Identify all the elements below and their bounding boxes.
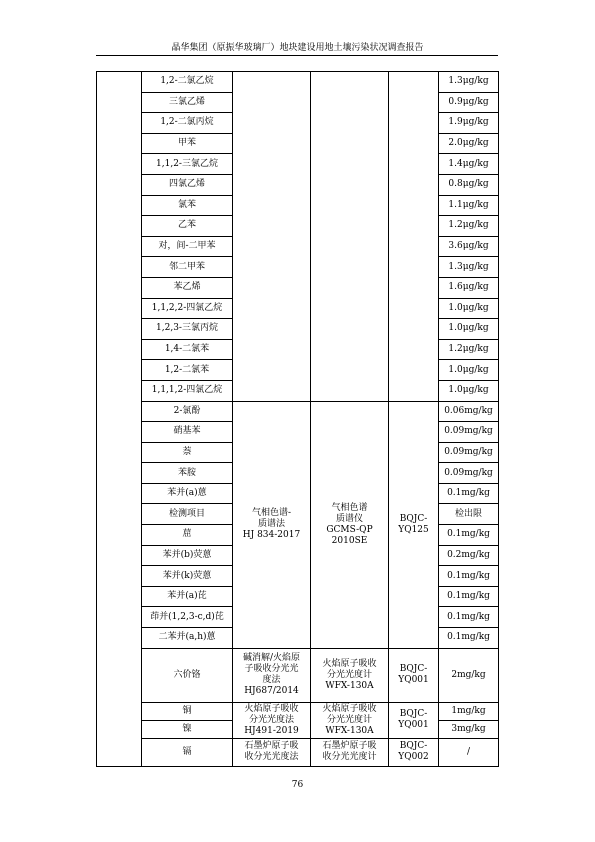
instrument-cell-line: 分光光度计: [326, 669, 372, 680]
instrument-id-cell: [389, 738, 439, 766]
instrument-cell: [311, 72, 389, 402]
analyte-name: 检测项目: [142, 504, 233, 525]
analyte-name: 邻二甲苯: [142, 257, 233, 278]
instrument-id-cell: [389, 72, 439, 402]
table-row: [97, 72, 499, 93]
detection-limit: 1.0μg/kg: [439, 298, 499, 319]
instrument-id-cell: [389, 702, 439, 738]
method-cell-line: 气相色谱-: [251, 508, 292, 519]
detection-limit: 0.9μg/kg: [439, 92, 499, 113]
analyte-name: 2-氯酚: [142, 401, 233, 422]
method-cell-line: 度法: [262, 675, 281, 686]
analyte-name: 苯乙烯: [142, 277, 233, 298]
detection-limit: 1.0μg/kg: [439, 319, 499, 340]
analyte-name: 苯并(k)荧蒽: [142, 566, 233, 587]
instrument-cell: [311, 702, 389, 738]
instrument-id-cell: [389, 648, 439, 702]
analyte-name: 甲苯: [142, 133, 233, 154]
instrument-cell-line: 分光光度计: [326, 714, 372, 725]
method-cell: [233, 702, 311, 738]
instrument-cell: [311, 648, 389, 702]
method-cell-line: 质谱法: [257, 519, 285, 530]
instrument-cell: [311, 401, 389, 648]
detection-limit: 1.2μg/kg: [439, 216, 499, 237]
table-row: [97, 401, 499, 422]
analyte-name: 六价铬: [142, 648, 233, 702]
analyte-name: 硝基苯: [142, 422, 233, 443]
analyte-name: 氯苯: [142, 195, 233, 216]
detection-limit: 0.1mg/kg: [439, 483, 499, 504]
instrument-cell-line: 火焰原子吸收: [322, 658, 377, 669]
instrument-id-cell-line: BQJC-: [399, 513, 428, 524]
instrument-cell-line: 收分光光度计: [322, 752, 377, 763]
instrument-id-cell-line: YQ001: [398, 675, 429, 686]
method-cell-line: 收分光光度法: [244, 752, 299, 763]
analyte-name: 二苯并(a,h)蒽: [142, 628, 233, 649]
detection-limit: 0.1mg/kg: [439, 586, 499, 607]
detection-limit: 0.1mg/kg: [439, 607, 499, 628]
table-row: [97, 738, 499, 766]
analyte-name: 乙苯: [142, 216, 233, 237]
instrument-id-cell-line: YQ001: [398, 720, 429, 731]
instrument-id-cell-line: BQJC-: [399, 664, 428, 675]
instrument-cell-line: GCMS-QP: [326, 524, 373, 535]
analyte-name: 䓛: [142, 525, 233, 546]
analyte-name: 苯并(a)芘: [142, 586, 233, 607]
detection-limit: 1.4μg/kg: [439, 154, 499, 175]
analyte-name: 苯并(a)蒽: [142, 483, 233, 504]
header-divider: [96, 55, 498, 56]
detection-limit: 0.09mg/kg: [439, 442, 499, 463]
detection-limit: 1.1μg/kg: [439, 195, 499, 216]
detection-limit: 0.1mg/kg: [439, 628, 499, 649]
detection-limit: 0.1mg/kg: [439, 566, 499, 587]
instrument-cell-line: WFX-130A: [325, 725, 374, 736]
instrument-cell-line: 质谱仪: [335, 513, 363, 524]
analyte-name: 1,2-二氯乙烷: [142, 72, 233, 93]
detection-limit: 1.9μg/kg: [439, 113, 499, 134]
instrument-cell-line: 石墨炉原子吸: [322, 741, 377, 752]
analyte-name: 1,1,2-三氯乙烷: [142, 154, 233, 175]
method-cell: [233, 648, 311, 702]
analyte-name: 苯胺: [142, 463, 233, 484]
page-number: 76: [291, 780, 304, 790]
method-cell-line: HJ491-2019: [244, 725, 299, 736]
method-cell-line: 碱消解/火焰原: [242, 653, 301, 664]
table-row: [97, 702, 499, 720]
analyte-name: 铜: [142, 702, 233, 720]
analyte-name: 三氯乙烯: [142, 92, 233, 113]
method-cell: [233, 72, 311, 402]
method-cell: [233, 738, 311, 766]
method-cell-line: 分光光度法: [248, 714, 294, 725]
instrument-cell-line: 2010SE: [331, 535, 368, 546]
instrument-cell-line: 气相色谱: [331, 502, 368, 513]
method-cell-line: 子吸收分光光: [244, 664, 299, 675]
detection-limit: 1.0μg/kg: [439, 380, 499, 401]
instrument-cell-line: 火焰原子吸收: [322, 703, 377, 714]
instrument-cell-line: WFX-130A: [325, 680, 374, 691]
method-cell-line: HJ687/2014: [244, 686, 299, 697]
analyte-name: 1,2,3-三氯丙烷: [142, 319, 233, 340]
analyte-name: 1,2-二氯丙烷: [142, 113, 233, 134]
method-cell-line: HJ 834-2017: [242, 530, 301, 541]
detection-limit: 0.8μg/kg: [439, 174, 499, 195]
detection-limit: 0.2mg/kg: [439, 545, 499, 566]
detection-limit: 检出限: [439, 504, 499, 525]
analyte-name: 四氯乙烯: [142, 174, 233, 195]
detection-limit: 1.3μg/kg: [439, 72, 499, 93]
detection-limit: 0.09mg/kg: [439, 422, 499, 443]
method-cell: [233, 401, 311, 648]
analyte-name: 1,1,1,2-四氯乙烷: [142, 380, 233, 401]
analyte-name: 茚并(1,2,3-c,d)芘: [142, 607, 233, 628]
detection-limit: /: [439, 738, 499, 766]
detection-limit: 3.6μg/kg: [439, 236, 499, 257]
analyte-name: 1,4-二氯苯: [142, 339, 233, 360]
table-row: [97, 648, 499, 702]
instrument-id-cell-line: YQ002: [398, 752, 429, 763]
page-header: 晶华集团（原振华玻璃厂）地块建设用地土壤污染状况调查报告: [171, 43, 424, 53]
detection-limit: 1.6μg/kg: [439, 277, 499, 298]
analyte-name: 苯并(b)荧蒽: [142, 545, 233, 566]
detection-limit: 1.0μg/kg: [439, 360, 499, 381]
analyte-name: 1,1,2,2-四氯乙烷: [142, 298, 233, 319]
detection-limit: 1.3μg/kg: [439, 257, 499, 278]
detection-limit: 1mg/kg: [439, 702, 499, 720]
analyte-name: 1,2-二氯苯: [142, 360, 233, 381]
instrument-id-cell-line: YQ125: [398, 524, 429, 535]
instrument-id-cell-line: BQJC-: [399, 709, 428, 720]
detection-method-table: [96, 71, 499, 767]
category-cell: [97, 72, 142, 767]
detection-limit: 0.06mg/kg: [439, 401, 499, 422]
instrument-cell: [311, 738, 389, 766]
detection-limit: 2mg/kg: [439, 648, 499, 702]
detection-limit: 0.1mg/kg: [439, 525, 499, 546]
detection-limit: 3mg/kg: [439, 720, 499, 738]
method-cell-line: 石墨炉原子吸: [244, 741, 299, 752]
instrument-id-cell-line: BQJC-: [399, 741, 428, 752]
detection-limit: 1.2μg/kg: [439, 339, 499, 360]
analyte-name: 镉: [142, 738, 233, 766]
detection-limit: 0.09mg/kg: [439, 463, 499, 484]
analyte-name: 镍: [142, 720, 233, 738]
instrument-id-cell: [389, 401, 439, 648]
analyte-name: 对，间-二甲苯: [142, 236, 233, 257]
method-cell-line: 火焰原子吸收: [244, 703, 299, 714]
analyte-name: 萘: [142, 442, 233, 463]
detection-limit: 2.0μg/kg: [439, 133, 499, 154]
